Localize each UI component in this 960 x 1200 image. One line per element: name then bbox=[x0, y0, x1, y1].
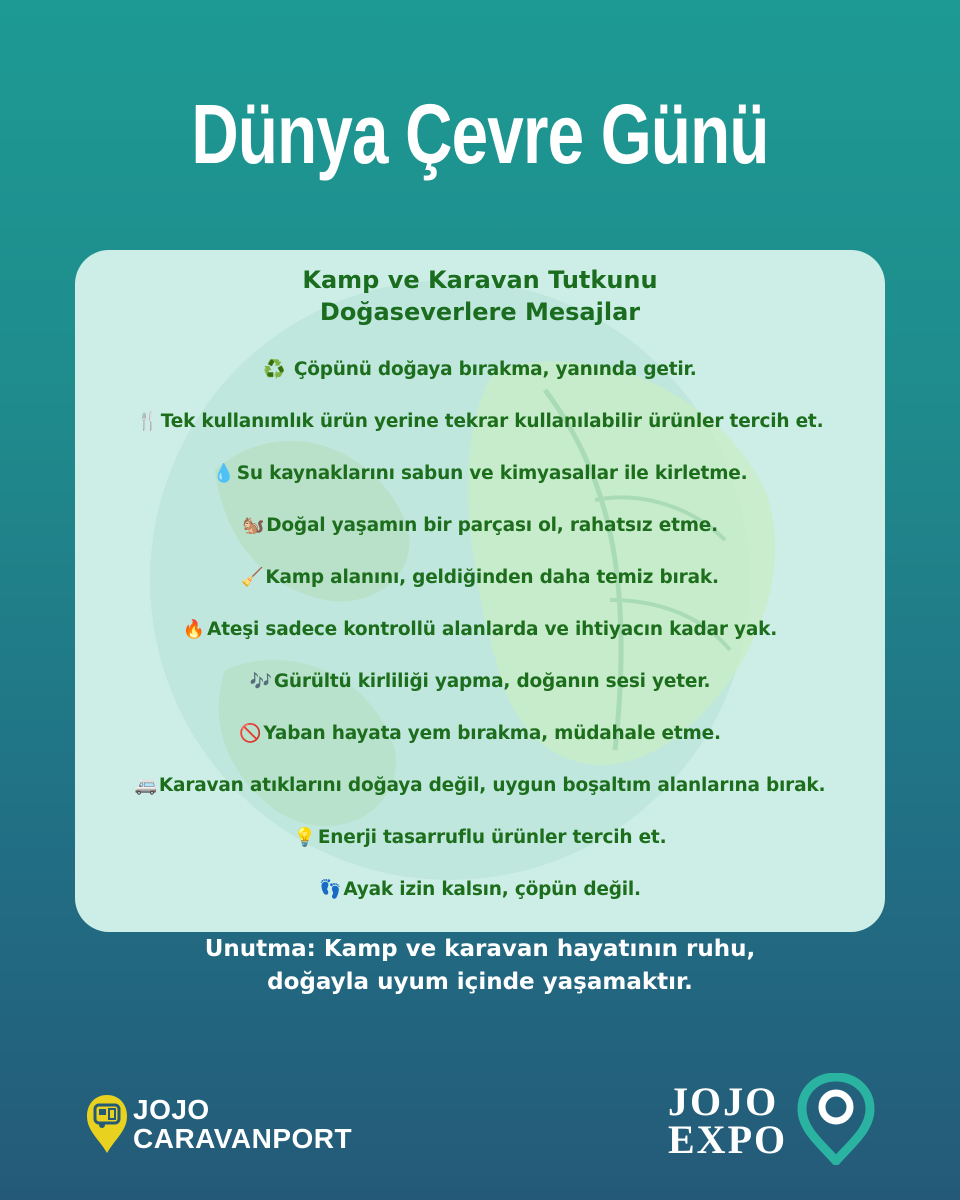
card-title-line2: Doğaseverlere Mesajlar bbox=[319, 298, 641, 326]
page-title: Dünya Çevre Günü bbox=[191, 87, 769, 181]
recycle-icon: ♻️ bbox=[263, 359, 286, 380]
message-text: Tek kullanımlık ürün yerine tekrar kullanılabilir ürünler tercih et. bbox=[160, 411, 824, 432]
message-text: Çöpünü doğaya bırakma, yanında getir. bbox=[287, 359, 697, 380]
brand-right-line1: JOJO bbox=[668, 1079, 779, 1124]
list-item bbox=[75, 823, 885, 875]
list-item bbox=[75, 459, 885, 511]
list-item bbox=[75, 407, 885, 459]
minibus-icon: 🚐 bbox=[134, 775, 157, 796]
list-item bbox=[75, 511, 885, 563]
light-bulb-icon: 💡 bbox=[293, 827, 316, 848]
message-text: Enerji tasarruflu ürünler tercih et. bbox=[317, 827, 667, 848]
list-item bbox=[75, 615, 885, 667]
list-item bbox=[75, 771, 885, 823]
jojo-caravanport-logo bbox=[85, 1093, 425, 1163]
list-item bbox=[75, 719, 885, 771]
card-title bbox=[75, 264, 885, 328]
water-drop-icon: 💧 bbox=[212, 463, 235, 484]
brand-left-name bbox=[133, 1095, 352, 1153]
list-item bbox=[75, 667, 885, 719]
brand-right-line2: EXPO bbox=[668, 1117, 788, 1162]
messages-card bbox=[75, 250, 885, 932]
message-text: Yaban hayata yem bırakma, müdahale etme. bbox=[263, 723, 721, 744]
prohibited-icon: 🚫 bbox=[239, 723, 262, 744]
list-item bbox=[75, 355, 885, 407]
squirrel-icon: 🐿️ bbox=[242, 515, 265, 536]
list-item bbox=[75, 563, 885, 615]
location-pin-icon bbox=[796, 1073, 886, 1165]
message-text: Doğal yaşamın bir parçası ol, rahatsız etme. bbox=[266, 515, 718, 536]
message-text: Ayak izin kalsın, çöpün değil. bbox=[343, 879, 641, 900]
message-text: Gürültü kirliliği yapma, doğanın sesi yeter. bbox=[273, 671, 711, 692]
music-notes-icon: 🎶 bbox=[249, 671, 272, 692]
message-text: Karavan atıklarını doğaya değil, uygun boşaltım alanlarına bırak. bbox=[158, 775, 826, 796]
brand-left-line1: JOJO bbox=[133, 1094, 210, 1125]
list-item bbox=[75, 875, 885, 927]
message-list bbox=[75, 355, 885, 927]
message-text: Su kaynaklarını sabun ve kimyasallar ile kirletme. bbox=[236, 463, 748, 484]
card-title-line1: Kamp ve Karavan Tutkunu bbox=[302, 266, 658, 294]
brand-right-name bbox=[668, 1079, 788, 1162]
jojo-expo-logo bbox=[668, 1073, 898, 1168]
caravan-pin-icon bbox=[85, 1093, 129, 1155]
closing-note bbox=[0, 933, 960, 999]
broom-icon: 🧹 bbox=[241, 567, 264, 588]
message-text: Ateşi sadece kontrollü alanlarda ve ihtiyacın kadar yak. bbox=[207, 619, 778, 640]
fire-icon: 🔥 bbox=[182, 619, 206, 640]
message-text: Kamp alanını, geldiğinden daha temiz bırak. bbox=[265, 567, 719, 588]
fork-knife-icon: 🍴 bbox=[136, 411, 159, 432]
footprints-icon: 👣 bbox=[319, 879, 342, 900]
brand-left-line2: CARAVANPORT bbox=[133, 1123, 353, 1154]
closing-note-line2: doğayla uyum içinde yaşamaktır. bbox=[267, 969, 693, 995]
closing-note-line1: Unutma: Kamp ve karavan hayatının ruhu, bbox=[204, 936, 756, 962]
